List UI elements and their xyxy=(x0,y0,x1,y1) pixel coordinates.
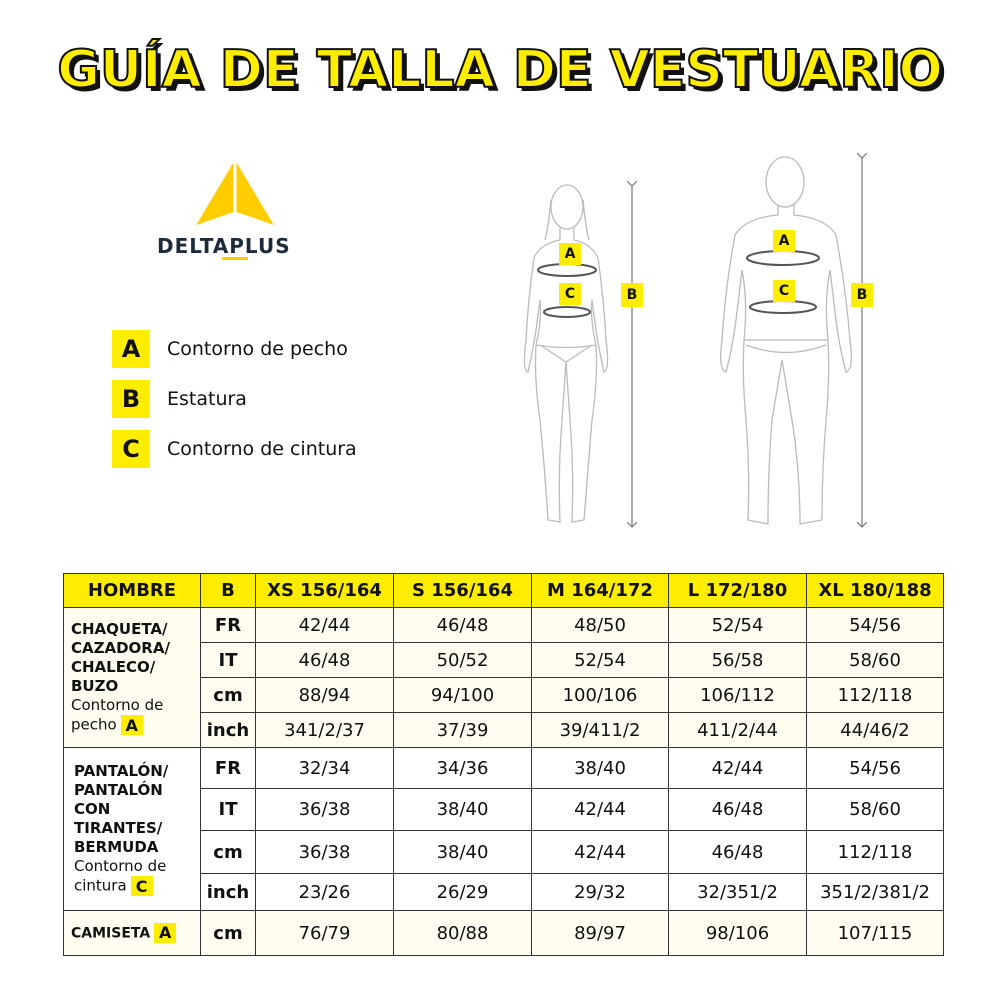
category-title: PANTALÓN/ xyxy=(74,762,169,780)
legend-badge: A xyxy=(112,330,150,368)
woman-badge-b: B xyxy=(621,283,643,307)
size-value-cell: 48/50 xyxy=(532,608,669,643)
size-value-cell: 107/115 xyxy=(807,911,944,956)
size-value-cell: 56/58 xyxy=(669,643,807,678)
header-cell: L 172/180 xyxy=(669,574,807,608)
size-value-cell: 37/39 xyxy=(394,713,532,748)
table-row xyxy=(64,748,944,789)
man-figure-icon xyxy=(721,157,852,524)
legend-badge: B xyxy=(112,380,150,418)
size-value-cell: 26/29 xyxy=(394,874,532,911)
unit-cell: inch xyxy=(201,874,256,911)
category-title: BERMUDA xyxy=(74,838,159,856)
category-badge: A xyxy=(121,715,143,735)
category-title: CAMISETA xyxy=(71,925,151,942)
size-value-cell: 52/54 xyxy=(532,643,669,678)
category-badge: A xyxy=(154,923,176,943)
size-value-cell: 58/60 xyxy=(807,643,944,678)
size-value-cell: 411/2/44 xyxy=(669,713,807,748)
category-title: PANTALÓN xyxy=(74,781,163,799)
category-title: CHAQUETA/ xyxy=(71,620,168,638)
size-value-cell: 100/106 xyxy=(532,678,669,713)
category-subtitle: pecho xyxy=(71,715,117,734)
man-badge-c: C xyxy=(773,280,795,302)
size-value-cell: 39/411/2 xyxy=(532,713,669,748)
unit-cell: cm xyxy=(201,831,256,874)
size-value-cell: 23/26 xyxy=(256,874,394,911)
category-subtitle: Contorno de xyxy=(74,857,167,875)
category-subtitle: cintura xyxy=(74,876,127,895)
size-table xyxy=(63,573,944,956)
woman-badge-c: C xyxy=(559,283,581,305)
brand-name: DELTAPLUS xyxy=(157,234,291,258)
size-value-cell: 46/48 xyxy=(669,789,807,831)
header-cell: HOMBRE xyxy=(64,574,201,608)
page-title: GUÍA DE TALLA DE VESTUARIO xyxy=(57,40,943,100)
category-title: CON xyxy=(74,800,111,818)
size-value-cell: 34/36 xyxy=(394,748,532,789)
size-value-cell: 88/94 xyxy=(256,678,394,713)
size-value-cell: 32/351/2 xyxy=(669,874,807,911)
table-row xyxy=(64,911,944,956)
category-title: CAZADORA/ xyxy=(71,639,170,657)
legend-label: Contorno de cintura xyxy=(167,438,357,460)
category-title: BUZO xyxy=(71,677,119,695)
size-value-cell: 38/40 xyxy=(532,748,669,789)
size-value-cell: 54/56 xyxy=(807,748,944,789)
size-value-cell: 112/118 xyxy=(807,678,944,713)
size-value-cell: 38/40 xyxy=(394,831,532,874)
size-value-cell: 54/56 xyxy=(807,608,944,643)
header-cell: B xyxy=(201,574,256,608)
unit-cell: cm xyxy=(201,911,256,956)
unit-cell: IT xyxy=(201,789,256,831)
unit-cell: FR xyxy=(201,608,256,643)
size-value-cell: 46/48 xyxy=(394,608,532,643)
category-cell xyxy=(64,608,201,748)
size-value-cell: 76/79 xyxy=(256,911,394,956)
size-value-cell: 80/88 xyxy=(394,911,532,956)
size-value-cell: 38/40 xyxy=(394,789,532,831)
size-value-cell: 98/106 xyxy=(669,911,807,956)
header-cell: XL 180/188 xyxy=(807,574,944,608)
size-value-cell: 58/60 xyxy=(807,789,944,831)
size-value-cell: 44/46/2 xyxy=(807,713,944,748)
size-value-cell: 42/44 xyxy=(532,789,669,831)
unit-cell: cm xyxy=(201,678,256,713)
size-value-cell: 42/44 xyxy=(532,831,669,874)
size-value-cell: 89/97 xyxy=(532,911,669,956)
legend-label: Contorno de pecho xyxy=(167,338,348,360)
category-subtitle: Contorno de xyxy=(71,696,164,714)
category-badge: C xyxy=(131,876,153,896)
size-value-cell: 50/52 xyxy=(394,643,532,678)
size-value-cell: 106/112 xyxy=(669,678,807,713)
size-value-cell: 32/34 xyxy=(256,748,394,789)
unit-cell: IT xyxy=(201,643,256,678)
table-row xyxy=(64,608,944,643)
size-value-cell: 52/54 xyxy=(669,608,807,643)
size-value-cell: 29/32 xyxy=(532,874,669,911)
man-badge-b: B xyxy=(851,283,873,307)
category-title: CHALECO/ xyxy=(71,658,156,676)
category-cell xyxy=(64,748,201,911)
size-value-cell: 94/100 xyxy=(394,678,532,713)
size-value-cell: 341/2/37 xyxy=(256,713,394,748)
size-value-cell: 42/44 xyxy=(669,748,807,789)
header-cell: S 156/164 xyxy=(394,574,532,608)
woman-badge-a: A xyxy=(559,243,581,265)
size-value-cell: 351/2/381/2 xyxy=(807,874,944,911)
category-cell xyxy=(64,911,201,956)
unit-cell: inch xyxy=(201,713,256,748)
size-value-cell: 112/118 xyxy=(807,831,944,874)
category-title: TIRANTES/ xyxy=(74,819,163,837)
legend-label: Estatura xyxy=(167,388,247,410)
woman-figure-icon xyxy=(524,185,607,522)
size-value-cell: 36/38 xyxy=(256,789,394,831)
size-value-cell: 36/38 xyxy=(256,831,394,874)
legend-badge: C xyxy=(112,430,150,468)
man-badge-a: A xyxy=(773,230,795,252)
size-value-cell: 46/48 xyxy=(256,643,394,678)
size-value-cell: 42/44 xyxy=(256,608,394,643)
unit-cell: FR xyxy=(201,748,256,789)
header-cell: M 164/172 xyxy=(532,574,669,608)
table-header-row xyxy=(64,574,944,608)
header-cell: XS 156/164 xyxy=(256,574,394,608)
size-value-cell: 46/48 xyxy=(669,831,807,874)
